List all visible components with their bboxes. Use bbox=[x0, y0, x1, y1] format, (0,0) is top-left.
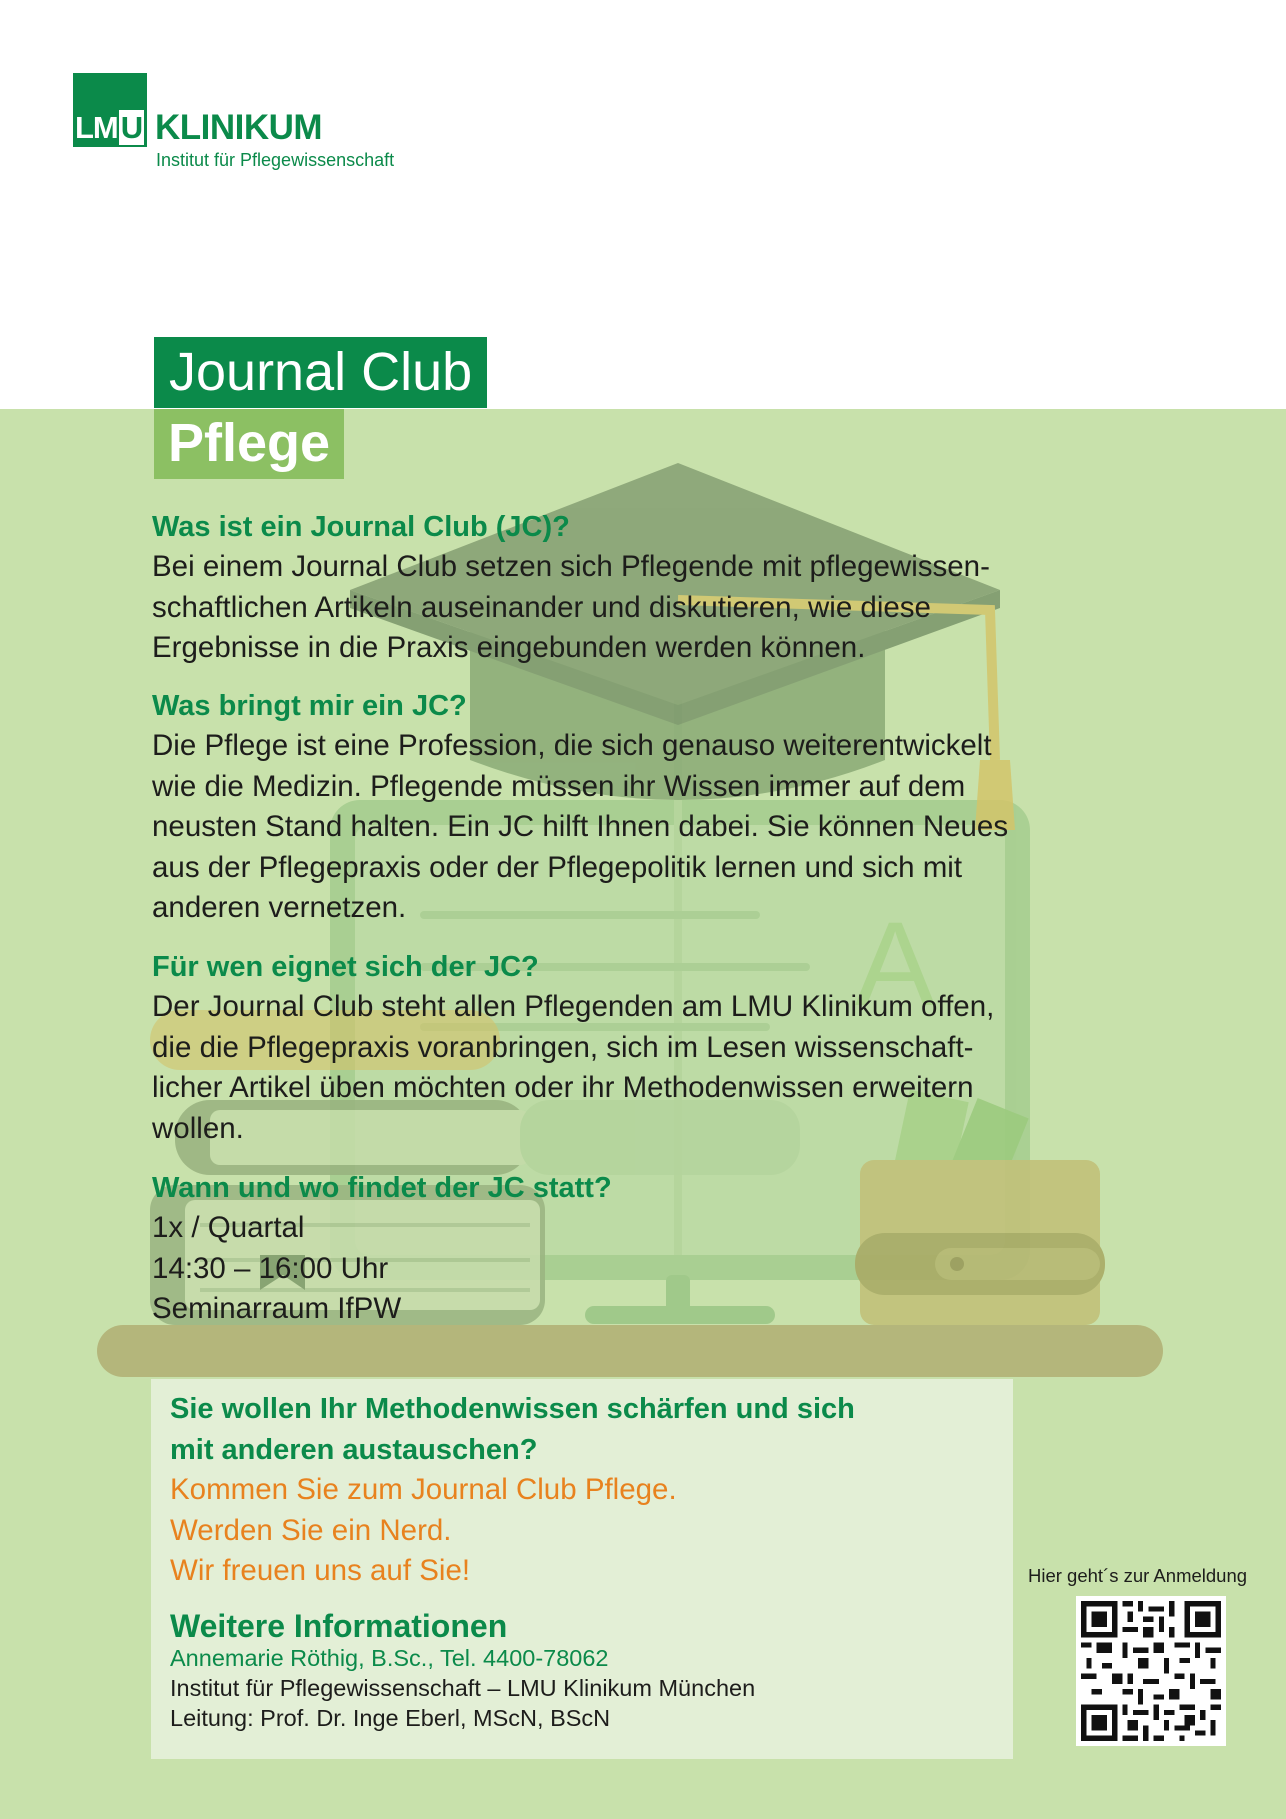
infobox-question-line: Sie wollen Ihr Methodenwissen schärfen und sich bbox=[170, 1393, 855, 1425]
section-line: 1x / Quartal bbox=[152, 1211, 305, 1244]
section-heading: Was bringt mir ein JC? bbox=[152, 690, 467, 722]
section-line: Der Journal Club steht allen Pflegenden am LMU Klinikum offen, bbox=[152, 990, 995, 1023]
logo-u: U bbox=[120, 110, 143, 145]
section-line: neusten Stand halten. Ein JC hilft Ihnen dabei. Sie können Neues bbox=[152, 810, 1009, 843]
section-heading: Wann und wo findet der JC statt? bbox=[152, 1172, 612, 1204]
logo-klinikum: KLINIKUM bbox=[155, 108, 323, 147]
section-when-where bbox=[152, 1168, 1112, 1330]
section-line: 14:30 – 16:00 Uhr bbox=[152, 1251, 389, 1285]
logo-subtitle: Institut für Pflegewissenschaft bbox=[156, 150, 395, 170]
infobox-question bbox=[170, 1389, 990, 1470]
logo-lmu-text bbox=[75, 112, 144, 144]
section-benefits bbox=[152, 686, 1112, 929]
section-heading: Was ist ein Journal Club (JC)? bbox=[152, 511, 570, 543]
section-what-is-jc bbox=[152, 507, 1112, 669]
contact-person: Annemarie Röthig, B.Sc., Tel. 4400-78062 bbox=[170, 1645, 609, 1671]
institute-lead: Leitung: Prof. Dr. Inge Eberl, MScN, BScN bbox=[170, 1705, 611, 1731]
registration-qr-code[interactable] bbox=[1076, 1596, 1226, 1746]
screen-letter-a: A bbox=[854, 897, 936, 1031]
info-box bbox=[151, 1379, 1013, 1759]
section-line: licher Artikel üben möchten oder ihr Methodenwissen erweitern bbox=[152, 1071, 974, 1104]
section-line: anderen vernetzen. bbox=[152, 891, 407, 924]
section-line: Bei einem Journal Club setzen sich Pflegende mit pflegewissen- bbox=[152, 550, 990, 583]
section-line: aus der Pflegepraxis oder der Pflegepolitik lernen und sich mit bbox=[152, 850, 963, 884]
infobox-call-line: Kommen Sie zum Journal Club Pflege. bbox=[170, 1473, 677, 1506]
section-line: wollen. bbox=[152, 1111, 244, 1145]
logo-lm: LM bbox=[75, 110, 118, 145]
section-line: die die Pflegepraxis voranbringen, sich im Lesen wissenschaft- bbox=[152, 1030, 974, 1064]
infobox-call-line: Wir freuen uns auf Sie! bbox=[170, 1554, 471, 1587]
infobox-call-to-action bbox=[170, 1470, 990, 1592]
infobox-question-line: mit anderen austauschen? bbox=[170, 1433, 538, 1466]
section-heading: Für wen eignet sich der JC? bbox=[152, 951, 539, 983]
section-audience bbox=[152, 947, 1112, 1149]
section-line: Die Pflege ist eine Profession, die sich genauso weiterentwickelt bbox=[152, 729, 992, 762]
infobox-call-line: Werden Sie ein Nerd. bbox=[170, 1513, 452, 1547]
shelf-illustration bbox=[97, 1325, 1163, 1377]
section-line: schaftlichen Artikeln auseinander und diskutieren, wie diese bbox=[152, 590, 931, 624]
institute-name: Institut für Pflegewissenschaft – LMU Klinikum München bbox=[170, 1675, 756, 1701]
qr-label: Hier geht´s zur Anmeldung bbox=[1028, 1565, 1248, 1586]
title-pflege: Pflege bbox=[154, 409, 344, 479]
title-journal-club: Journal Club bbox=[154, 337, 487, 408]
more-info-heading: Weitere Informationen bbox=[170, 1608, 508, 1644]
section-line: wie die Medizin. Pflegende müssen ihr Wissen immer auf dem bbox=[152, 769, 966, 803]
section-line: Seminarraum IfPW bbox=[152, 1292, 402, 1325]
section-line: Ergebnisse in die Praxis eingebunden werden können. bbox=[152, 631, 866, 664]
logo-box bbox=[73, 73, 147, 147]
